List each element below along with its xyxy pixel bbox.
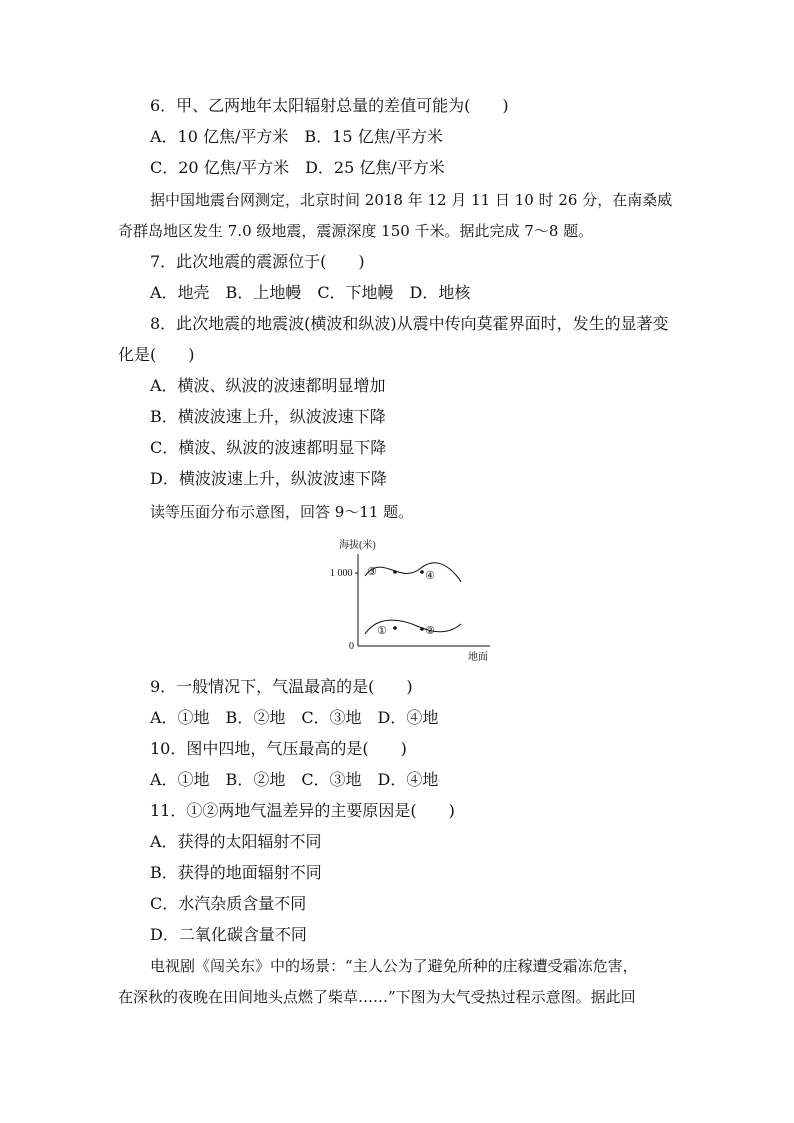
intro-7-8-line1: 据中国地震台网测定，北京时间 2018 年 12 月 11 日 10 时 26 分，在南桑威 <box>150 191 673 209</box>
point-1-dot <box>393 626 397 630</box>
upper-isobaric-curve <box>365 563 461 582</box>
q8-option-a: A．横波、纵波的波速都明显增加 <box>150 376 386 395</box>
q11-option-d: D．二氧化碳含量不同 <box>150 925 307 944</box>
q11-option-a: A．获得的太阳辐射不同 <box>150 832 322 851</box>
figure-tick-0-label: 0 <box>349 641 354 652</box>
figure-x-label: 地面 <box>468 652 488 663</box>
q10-stem: 10．图中四地，气压最高的是( ) <box>150 739 407 758</box>
point-4-label: ④ <box>425 569 435 582</box>
point-1-label: ① <box>377 624 387 637</box>
point-3-label: ③ <box>367 565 377 578</box>
intro-7-8-line2: 奇群岛地区发生 7.0 级地震，震源深度 150 千米。据此完成 7～8 题。 <box>118 222 594 240</box>
q9-options: A．①地 B．②地 C．③地 D．④地 <box>150 708 439 727</box>
intro-9-11: 读等压面分布示意图，回答 9～11 题。 <box>150 503 414 521</box>
q6-stem: 6．甲、乙两地年太阳辐射总量的差值可能为( ) <box>150 96 509 115</box>
point-4-dot <box>420 570 424 574</box>
q6-options-row2: C．20 亿焦/平方米 D．25 亿焦/平方米 <box>150 158 445 177</box>
q6-options-row1: A．10 亿焦/平方米 B．15 亿焦/平方米 <box>150 127 443 146</box>
q9-stem: 9．一般情况下，气温最高的是( ) <box>150 677 413 696</box>
q11-option-b: B．获得的地面辐射不同 <box>150 863 322 882</box>
q8-option-b: B．横波波速上升，纵波波速下降 <box>150 407 386 426</box>
isobaric-surface-figure <box>325 534 495 664</box>
q11-stem: 11．①②两地气温差异的主要原因是( ) <box>150 801 455 820</box>
q7-options: A．地壳 B．上地幔 C．下地幔 D．地核 <box>150 283 471 302</box>
q7-stem: 7．此次地震的震源位于( ) <box>150 252 365 271</box>
q8-stem-line2: 化是( ) <box>118 345 195 364</box>
point-2-label: ② <box>425 624 435 637</box>
figure-y-label: 海拔(米) <box>339 540 376 551</box>
q10-options: A．①地 B．②地 C．③地 D．④地 <box>150 770 439 789</box>
point-2-dot <box>420 627 424 631</box>
q8-stem-line1: 8．此次地震的地震波(横波和纵波)从震中传向莫霍界面时，发生的显著变 <box>150 314 669 333</box>
q8-option-c: C．横波、纵波的波速都明显下降 <box>150 438 387 457</box>
q8-option-d: D．横波波速上升，纵波波速下降 <box>150 469 387 488</box>
intro-next-line1: 电视剧《闯关东》中的场景：“主人公为了避免所种的庄稼遭受霜冻危害， <box>150 957 638 975</box>
figure-tick-1000-label: 1 000 <box>330 568 353 579</box>
intro-next-line2: 在深秋的夜晚在田间地头点燃了柴草……”下图为大气受热过程示意图。据此回 <box>118 988 636 1006</box>
q11-option-c: C．水汽杂质含量不同 <box>150 894 307 913</box>
point-3-dot <box>393 570 397 574</box>
